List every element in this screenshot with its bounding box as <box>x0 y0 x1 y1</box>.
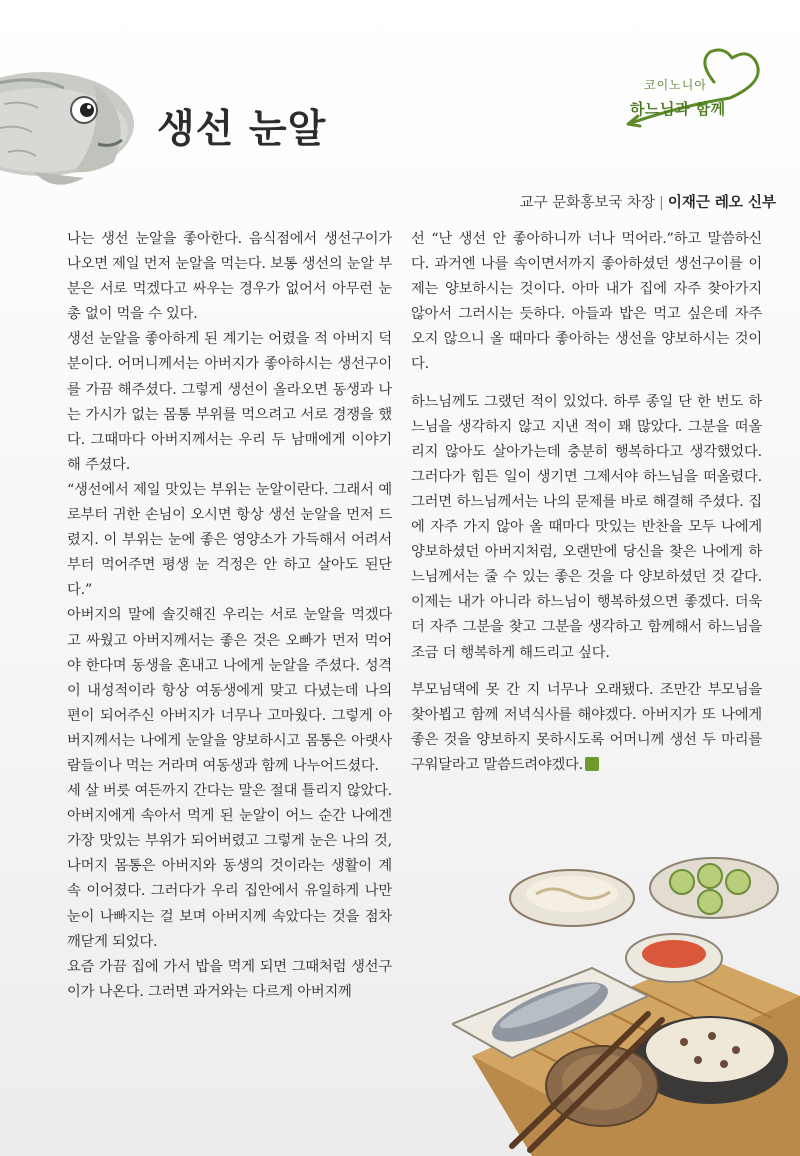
paragraph: 세 살 버릇 여든까지 간다는 말은 절대 틀리지 않았다. 아버지에게 속아서 먹게 된 눈알이 어느 순간 나에겐 가장 맛있는 부위가 되어버렸고 그렇게 눈은 나의 것, 나머지 몸통은 아버지와 동생의 것이라는 생활이 계속 이어졌다. 그러다가 우리 집안에서 유일하게 나만 눈이 나빠지는 걸 보며 아버지께 속았다는 것을 점차 깨닫게 되었다. <box>67 783 392 950</box>
paragraph: 요즘 가끔 집에 가서 밥을 먹게 되면 그때처럼 생선구이가 나온다. 그러면 과거와는 다르게 아버지께 <box>67 958 392 1000</box>
column-logo <box>610 42 770 132</box>
article-column-left <box>67 227 392 1005</box>
logo-top-text: 코이노니아 <box>644 78 707 92</box>
end-mark-icon <box>585 757 599 771</box>
byline <box>520 191 776 212</box>
page-title: 생선 눈알 <box>157 107 327 152</box>
food-illustration <box>452 846 800 1156</box>
fish-illustration <box>0 44 144 194</box>
paragraph-last <box>411 678 762 778</box>
paragraph: 생선 눈알을 좋아하게 된 계기는 어렸을 적 아버지 덕분이다. 어머니께서는 아버지가 좋아하시는 생선구이를 가끔 해주셨다. 그렇게 생선이 올라오면 동생과 나는 가시가 없는 몸통 부위를 먹으려고 서로 경쟁을 했다. 그때마다 아버지께서는 우리 두 남매에게 이야기해 주셨다. <box>67 331 392 473</box>
paragraph: 선 “난 생선 안 좋아하니까 너나 먹어라.”하고 말씀하신다. 과거엔 나를 속이면서까지 좋아하셨던 생선구이를 이제는 양보하시는 것이다. 아마 내가 집에 자주 찾아가지 않아서 그러시는 듯하다. 아들과 밥은 먹고 싶은데 자주 오지 않으니 올 때마다 좋아하는 생선을 양보하시는 것이다. <box>411 231 762 373</box>
paragraph: “생선에서 제일 맛있는 부위는 눈알이란다. 그래서 예로부터 귀한 손님이 오시면 항상 생선 눈알을 먼저 드렸지. 이 부위는 눈에 좋은 영양소가 가득해서 어려서부터 먹어주면 평생 눈 걱정은 안 하고 살아도 된단다.” <box>67 481 392 599</box>
paragraph: 아버지의 말에 솔깃해진 우리는 서로 눈알을 먹겠다고 싸웠고 아버지께서는 좋은 것은 오빠가 먼저 먹어야 한다며 동생을 혼내고 나에게 눈알을 주셨다. 성격이 내성적이라 항상 여동생에게 맞고 다녔는데 나의 편이 되어주신 아버지가 너무나 고마웠다. 그렇게 아버지께서는 나에게 눈알을 양보하시고 몸통은 아랫사람들이나 먹는 거라며 여동생과 함께 나누어드셨다. <box>67 607 392 774</box>
byline-author: 이재근 레오 신부 <box>667 195 776 211</box>
paragraph: 하느님께도 그랬던 적이 있었다. 하루 종일 단 한 번도 하느님을 생각하지 않고 지낸 적이 꽤 많았다. 그분을 떠올리지 않아도 살아가는데 충분히 행복하다고 생각했었다. 그러다가 힘든 일이 생기면 그제서야 하느님을 떠올렸다. 그러면 하느님께서는 나의 문제를 바로 해결해 주셨다. 집에 자주 가지 않아 올 때마다 맛있는 반찬을 모두 나에게 양보하셨던 아버지처럼, 오랜만에 당신을 찾은 나에게 하느님께서는 줄 수 있는 좋은 것을 다 양보하셨던 것 같다. 이제는 내가 아니라 하느님이 행복하셨으면 좋겠다. 더욱더 자주 그분을 찾고 그분을 생각하고 함께해서 하느님을 조금 더 행복하게 해드리고 싶다. <box>411 393 762 661</box>
byline-role: 교구 문화홍보국 차장 <box>519 195 655 211</box>
article-column-right <box>411 227 762 778</box>
byline-separator: | <box>658 195 664 211</box>
paragraph-text: 부모님댁에 못 간 지 너무나 오래됐다. 조만간 부모님을 찾아뵙고 함께 저녁식사를 해야겠다. 아버지가 또 나에게 좋은 것을 양보하지 못하시도록 어머니께 생선 두 마리를 구워달라고 말씀드려야겠다. <box>411 681 762 773</box>
paragraph: 나는 생선 눈알을 좋아한다. 음식점에서 생선구이가 나오면 제일 먼저 눈알을 먹는다. 보통 생선의 눈알 부분은 서로 먹겠다고 싸우는 경우가 없어서 아무런 눈총 없이 먹을 수 있다. <box>67 231 392 323</box>
logo-bottom-text: 하느님과 함께 <box>630 100 726 118</box>
